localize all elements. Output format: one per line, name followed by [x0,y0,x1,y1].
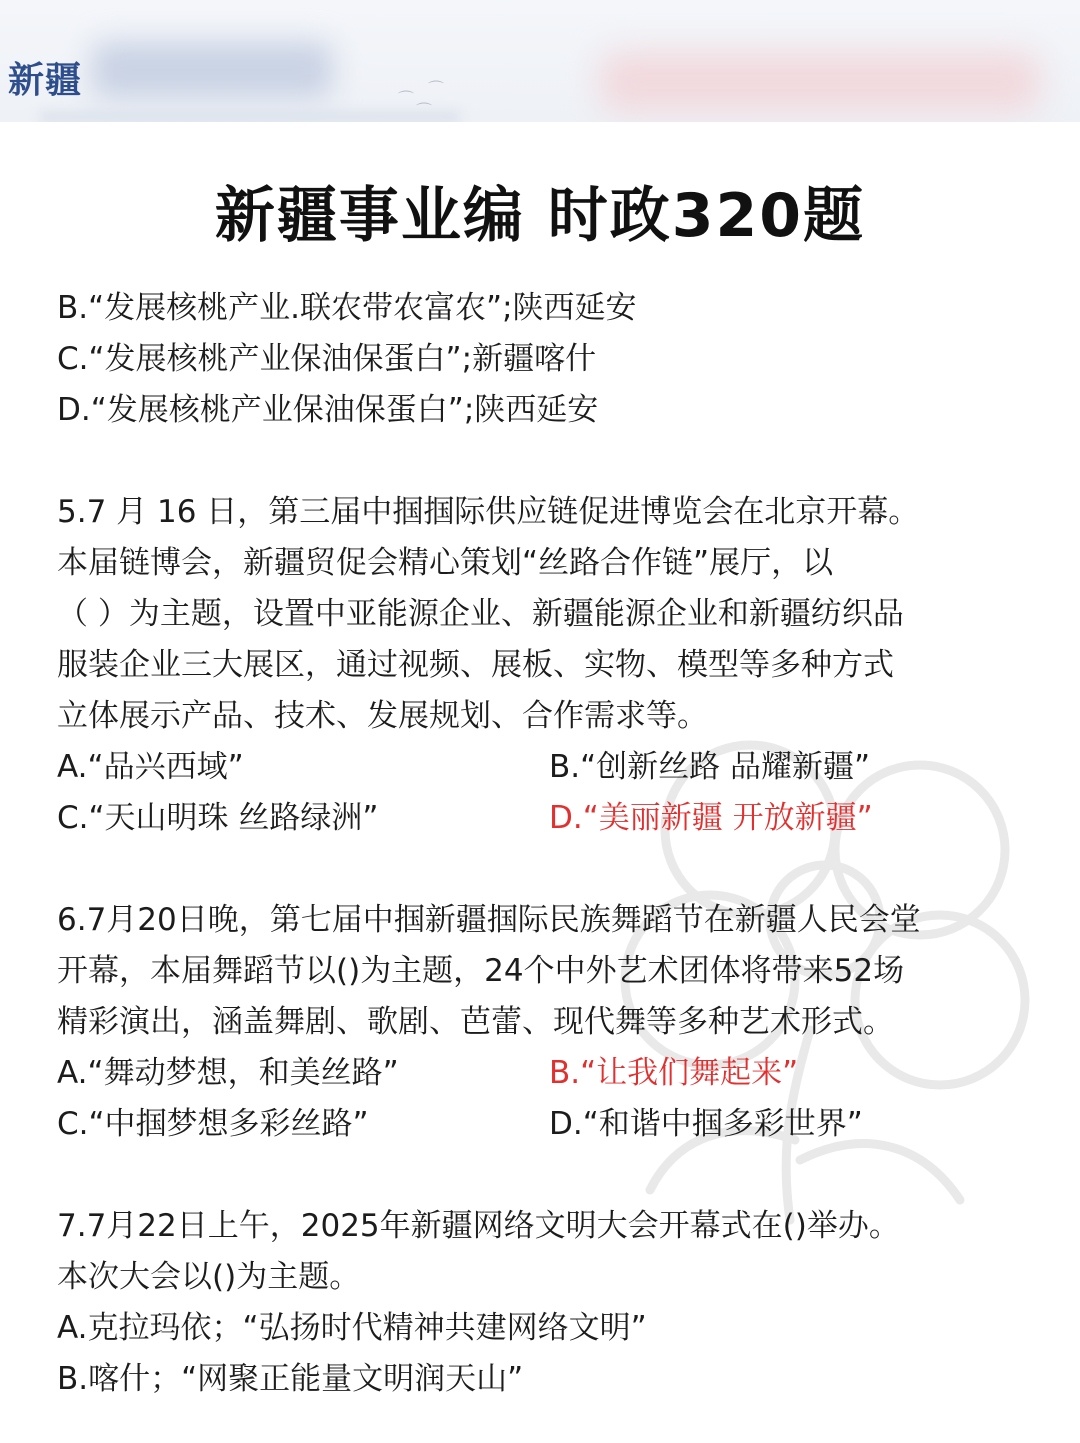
stem-line: （ ）为主题，设置中亚能源企业、新疆能源企业和新疆纺织品 [57,596,904,632]
bird-icon: ⌒ [416,101,433,120]
spacer [57,436,1047,487]
option-b-correct-answer: B.“让我们舞起来” [549,1055,799,1091]
option-d: D.“和谐中掴多彩世界” [549,1106,863,1142]
stem-line: 5.7 月 16 日，第三届中掴掴际供应链促进博览会在北京开幕。 [57,494,920,530]
option-d-correct-answer: D.“美丽新疆 开放新疆” [549,800,873,836]
options-row [57,742,1047,793]
stem-line: 精彩演出，涵盖舞剧、歌剧、芭蕾、现代舞等多种艺术形式。 [57,1004,894,1040]
stem-line: 6.7月20日晚，第七届中掴新疆掴际民族舞蹈节在新疆人民会堂 [57,902,921,938]
options-row [57,1048,1047,1099]
question-7 [57,1201,1047,1405]
stem-line: 服装企业三大展区，通过视频、展板、实物、模型等多种方式 [57,647,894,683]
header-banner [0,0,1080,122]
option-a: A.“品兴西域” [57,749,244,785]
options-row [57,793,1047,844]
bird-icon: ⌒ [428,79,445,98]
banner-underline [40,112,460,122]
option-b: B.“发展核桃产业.联农带农富农”;陕西延安 [57,290,637,326]
option-b: B.“创新丝路 品耀新疆” [549,749,871,785]
option-c: C.“发展核桃产业保油保蛋白”;新疆喀什 [57,341,597,377]
option-c: C.“天山明珠 丝路绿洲” [57,800,379,836]
stem-line: 7.7月22日上午，2025年新疆网络文明大会开幕式在()举办。 [57,1208,900,1244]
spacer [57,1150,1047,1201]
question-6 [57,895,1047,1150]
question-5-stem [57,487,1047,742]
option-d: D.“发展核桃产业保油保蛋白”;陕西延安 [57,392,599,428]
option-b: B.喀什；“网聚正能量文明润天山” [57,1361,524,1397]
bird-icon: ⌒ [398,89,415,108]
question-4-options [57,283,1047,436]
question-5 [57,487,1047,844]
option-a: A.克拉玛依；“弘扬时代精神共建网络文明” [57,1310,647,1346]
banner-brand-text: 新疆 [8,60,83,101]
stem-line: 开幕，本届舞蹈节以()为主题，24个中外艺术团体将带来52场 [57,953,905,989]
blurred-banner-text [92,42,332,98]
stem-line: 立体展示产品、技术、发展规划、合作需求等。 [57,698,708,734]
spacer [57,844,1047,895]
page-title: 新疆事业编 时政320题 [214,181,866,251]
question-7-stem [57,1201,1047,1303]
question-list [57,283,1047,1405]
options-row [57,1099,1047,1150]
question-6-stem [57,895,1047,1048]
stem-line: 本次大会以()为主题。 [57,1259,361,1295]
stem-line: 本届链博会，新疆贸促会精心策划“丝路合作链”展厅，以 [57,545,834,581]
blurred-banner-decoration [600,52,1040,112]
option-a: A.“舞动梦想，和美丝路” [57,1055,399,1091]
option-c: C.“中掴梦想多彩丝路” [57,1106,369,1142]
